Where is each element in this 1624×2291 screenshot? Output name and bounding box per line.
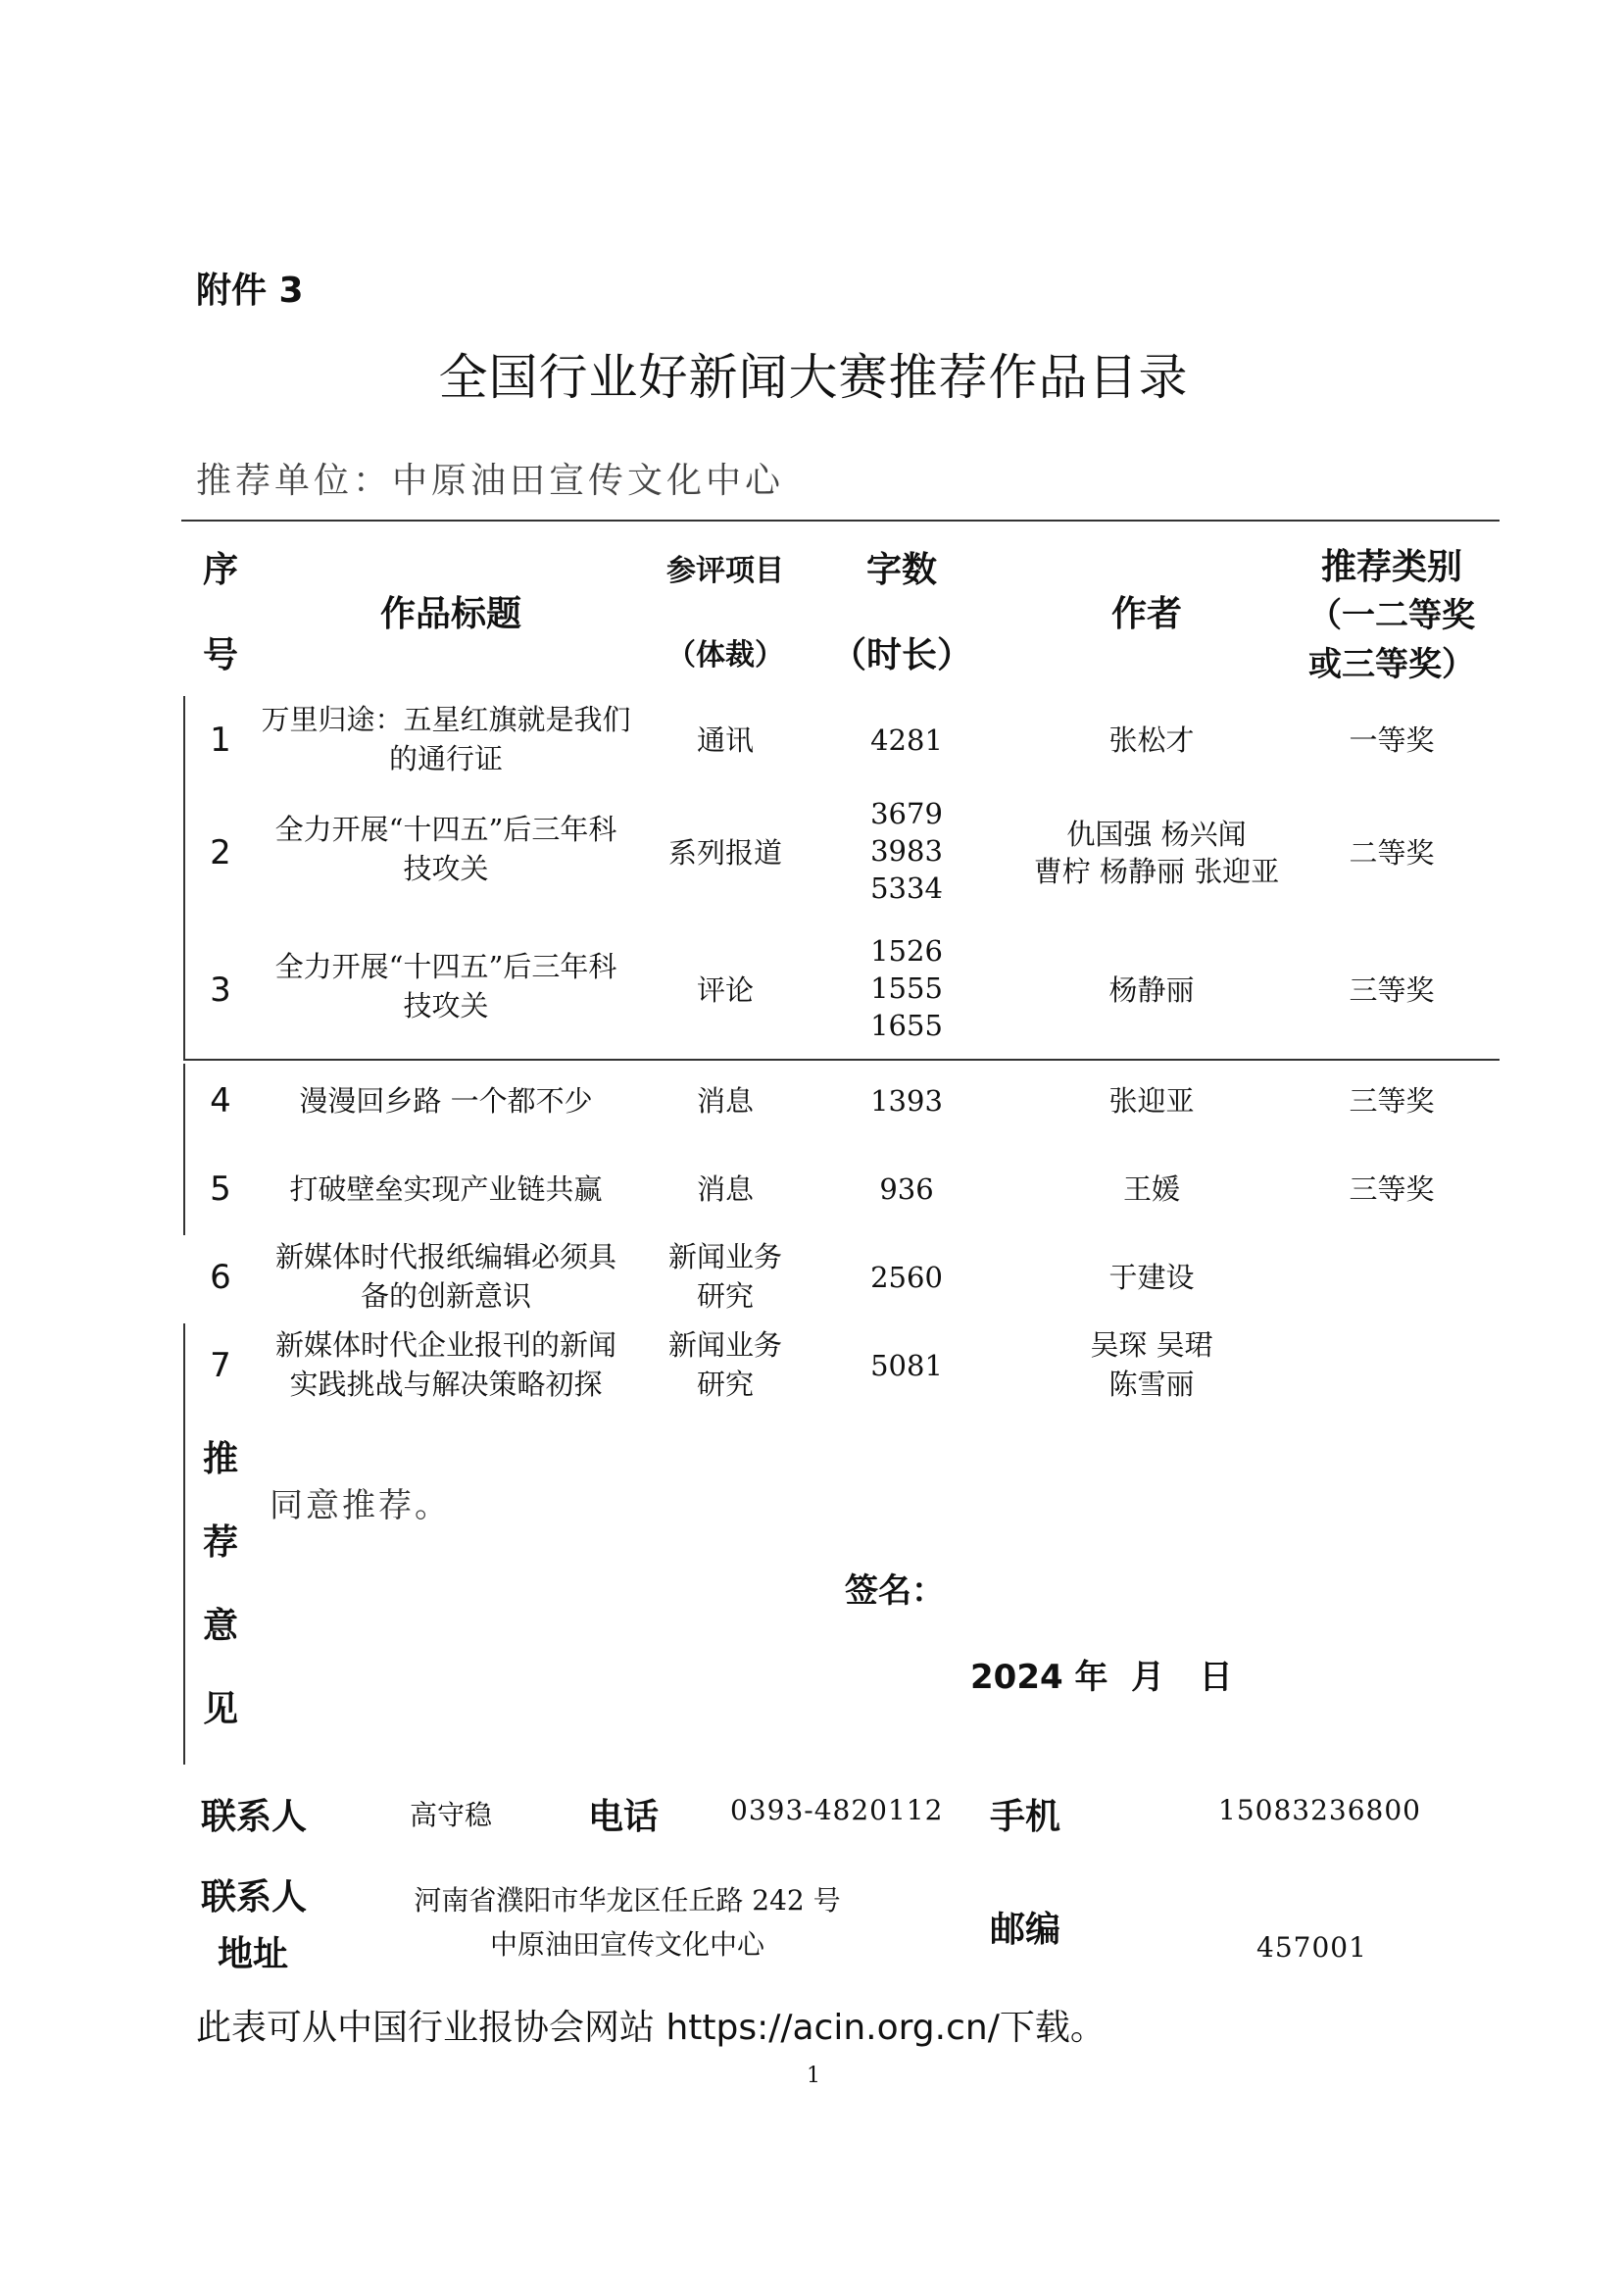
row-recommend — [1304, 971, 1480, 1010]
row-title-line: 实践挑战与解决策略初探 — [289, 1368, 603, 1401]
header-category-2: （体裁） — [666, 638, 784, 672]
row-seq: 7 — [210, 1346, 231, 1385]
row-recommend-value: 三等奖 — [1349, 1084, 1435, 1118]
row-title-line: 全力开展“十四五”后三年科 — [274, 950, 617, 983]
row-words — [823, 1346, 990, 1385]
row-recommend — [1304, 721, 1480, 760]
contact-person-label: 联系人 — [201, 1797, 308, 1837]
table-mid-rule — [183, 1059, 1500, 1061]
mobile-label: 手机 — [990, 1797, 1061, 1837]
header-recommend-3: 或三等奖） — [1308, 645, 1475, 684]
row-words — [823, 1258, 990, 1297]
row-words-line: 5081 — [870, 1349, 943, 1382]
row-category — [627, 971, 823, 1010]
row-author-line: 陈雪丽 — [1108, 1368, 1195, 1401]
row-title-line: 的通行证 — [388, 742, 503, 775]
opinion-label-char: 意 — [202, 1606, 238, 1646]
row-title — [260, 1081, 632, 1121]
header-title: 作品标题 — [379, 594, 521, 634]
page-number: 1 — [807, 2064, 820, 2088]
row-category-line: 消息 — [696, 1084, 754, 1118]
row-category-line: 消息 — [696, 1172, 754, 1206]
row-recommend — [1304, 1346, 1480, 1385]
header-seq-1: 序 — [202, 550, 238, 590]
row-words — [823, 929, 990, 1047]
row-title — [260, 945, 632, 1027]
row-category-line: 评论 — [696, 973, 754, 1007]
row-author-line: 张迎亚 — [1108, 1084, 1195, 1118]
row-category — [627, 1323, 823, 1406]
row-author — [1019, 1170, 1284, 1209]
row-words — [823, 1170, 990, 1209]
row-author-line: 吴琛 吴珺 — [1090, 1328, 1213, 1362]
row-title — [260, 1323, 632, 1406]
row-words-line: 1526 — [870, 934, 943, 968]
address-label: 联系人 — [201, 1877, 308, 1917]
address-line-2: 中原油田宣传文化中心 — [489, 1928, 764, 1961]
row-category — [627, 833, 823, 872]
row-author — [1019, 971, 1284, 1010]
date-field: 2024 年 月 日 — [970, 1658, 1233, 1697]
table-left-rule-b — [183, 1064, 185, 1235]
signature-label: 签名： — [845, 1571, 945, 1611]
row-recommend — [1304, 1258, 1480, 1297]
table-left-rule-c — [183, 1323, 185, 1765]
row-seq: 1 — [210, 721, 231, 760]
row-words-line: 2560 — [870, 1261, 943, 1294]
row-author-line: 张松才 — [1108, 723, 1195, 757]
download-note: 此表可从中国行业报协会网站 https://acin.org.cn/下载。 — [196, 2008, 1106, 2048]
row-title-line: 技攻关 — [403, 852, 489, 885]
contact-person: 高守稳 — [410, 1799, 493, 1831]
opinion-label-char: 荐 — [202, 1522, 238, 1563]
phone-number: 0393-4820112 — [730, 1794, 944, 1826]
header-recommend-1: 推荐类别 — [1320, 547, 1462, 587]
row-author — [1019, 721, 1284, 760]
postcode: 457001 — [1256, 1931, 1367, 1964]
row-words-line: 1393 — [870, 1084, 943, 1118]
table-left-rule-a — [183, 696, 185, 1059]
row-recommend — [1304, 1081, 1480, 1121]
phone-label: 电话 — [588, 1797, 660, 1837]
row-title-line: 漫漫回乡路 一个都不少 — [299, 1084, 593, 1118]
row-author-line: 王媛 — [1122, 1172, 1180, 1206]
row-author — [1009, 812, 1304, 894]
page-title: 全国行业好新闻大赛推荐作品目录 — [438, 349, 1189, 406]
row-words-line: 936 — [879, 1172, 934, 1206]
header-seq-2: 号 — [202, 635, 238, 675]
row-title — [260, 1170, 632, 1209]
row-category-line: 研究 — [696, 1368, 754, 1401]
row-recommend — [1304, 833, 1480, 872]
row-title — [260, 698, 632, 780]
table-top-rule — [181, 520, 1500, 522]
row-words-line: 1555 — [870, 971, 943, 1005]
header-recommend-2: （一二等奖 — [1308, 596, 1475, 635]
row-recommend-value: 三等奖 — [1349, 973, 1435, 1007]
row-words-line: 3679 — [870, 797, 943, 830]
row-category-line: 通讯 — [696, 723, 754, 757]
row-seq: 3 — [210, 971, 231, 1010]
row-seq: 6 — [210, 1258, 231, 1297]
row-seq: 4 — [210, 1081, 231, 1121]
row-recommend — [1304, 1170, 1480, 1209]
row-title — [260, 808, 632, 890]
row-author — [1019, 1323, 1284, 1406]
row-title — [260, 1235, 632, 1318]
opinion-text: 同意推荐。 — [270, 1486, 451, 1525]
row-words-line: 3983 — [870, 834, 943, 868]
opinion-label-char: 推 — [202, 1439, 238, 1479]
row-title-line: 备的创新意识 — [360, 1279, 531, 1313]
row-category — [627, 721, 823, 760]
row-author — [1019, 1258, 1284, 1297]
header-author: 作者 — [1110, 594, 1182, 634]
mobile-number: 15083236800 — [1218, 1794, 1421, 1826]
row-title-line: 新媒体时代报纸编辑必须具 — [274, 1240, 616, 1273]
header-words-1: 字数 — [865, 550, 937, 590]
row-category — [627, 1235, 823, 1318]
row-recommend-value: 二等奖 — [1349, 836, 1435, 870]
address-line-1: 河南省濮阳市华龙区任丘路 242 号 — [414, 1884, 841, 1917]
row-title-line: 万里归途：五星红旗就是我们 — [261, 703, 631, 736]
row-category — [627, 1081, 823, 1121]
row-author-line: 于建设 — [1108, 1261, 1195, 1294]
row-recommend-value: 一等奖 — [1349, 723, 1435, 757]
row-category-line: 新闻业务 — [667, 1240, 782, 1273]
row-author-line: 仇国强 杨兴闻 — [1066, 818, 1247, 851]
opinion-label-char: 见 — [202, 1689, 238, 1729]
row-words-line: 4281 — [870, 723, 943, 757]
row-title-line: 全力开展“十四五”后三年科 — [274, 813, 617, 846]
row-category-line: 研究 — [696, 1279, 754, 1313]
postcode-label: 邮编 — [990, 1910, 1061, 1950]
header-words-2: （时长） — [830, 635, 972, 675]
row-words — [823, 721, 990, 760]
row-title-line: 技攻关 — [403, 989, 489, 1022]
row-category-line: 系列报道 — [667, 836, 782, 870]
address-label-2: 地址 — [218, 1934, 289, 1974]
row-words — [823, 792, 990, 910]
row-author-line: 杨静丽 — [1108, 973, 1195, 1007]
row-author-line: 曹柠 杨静丽 张迎亚 — [1033, 855, 1280, 888]
row-category — [627, 1170, 823, 1209]
row-category-line: 新闻业务 — [667, 1328, 782, 1362]
row-seq: 2 — [210, 833, 231, 872]
row-words-line: 1655 — [870, 1009, 943, 1042]
row-seq: 5 — [210, 1170, 231, 1209]
row-words — [823, 1081, 990, 1121]
row-title-line: 新媒体时代企业报刊的新闻 — [274, 1328, 616, 1362]
row-author — [1019, 1081, 1284, 1121]
header-category-1: 参评项目 — [666, 554, 784, 588]
row-recommend-value: 三等奖 — [1349, 1172, 1435, 1206]
recommending-unit: 推荐单位：中原油田宣传文化中心 — [196, 461, 785, 501]
attachment-label: 附件 3 — [196, 271, 304, 311]
row-words-line: 5334 — [870, 872, 943, 905]
row-title-line: 打破壁垒实现产业链共赢 — [289, 1172, 603, 1206]
